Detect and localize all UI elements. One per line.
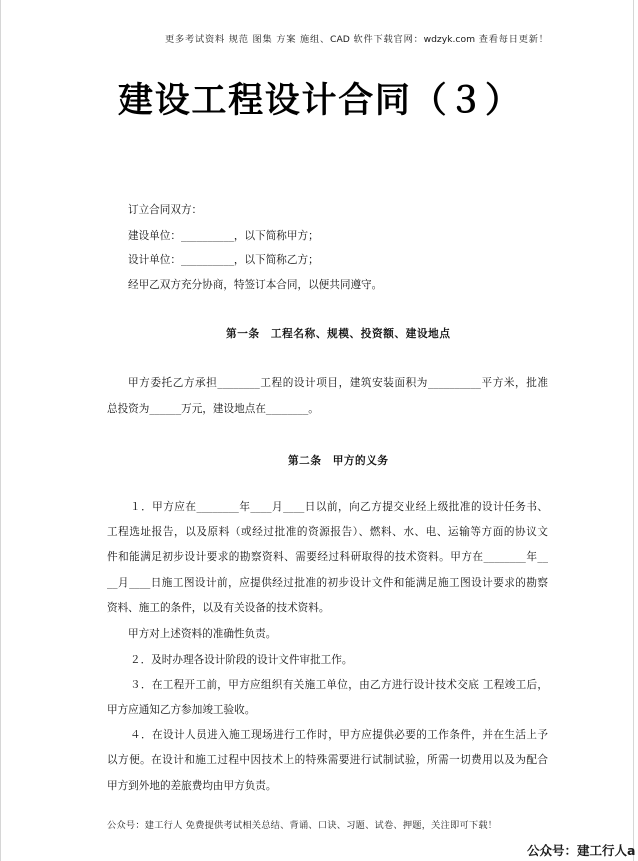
employer-line: 建设单位：__________，以下简称甲方； xyxy=(128,230,319,242)
watermark: 公众号：建工行人a xyxy=(527,843,636,858)
page-edge-right xyxy=(633,0,634,861)
article-2-line: __月____日施工图设计前，应提供经过批准的初步设计文件和能满足施工图设计要求的勘察 xyxy=(107,577,548,589)
article-2-line: 甲方到外地的差旅费均由甲方负责。 xyxy=(107,780,277,792)
article-2-line: ４．在设计人员进入施工现场进行工作时，甲方应提供必要的工作条件，并在生活上予 xyxy=(130,729,548,741)
article-2-heading: 第二条 甲方的义务 xyxy=(288,455,388,467)
article-2-line: ２．及时办理各设计阶段的设计文件审批工作。 xyxy=(130,654,353,666)
designer-line: 设计单位：__________，以下简称乙方； xyxy=(128,254,319,266)
article-2-line: ３．在工程开工前，甲方应组织有关施工单位，由乙方进行设计技术交底 工程竣工后， xyxy=(130,679,548,691)
article-2-line: 工程选址报告，以及原料（或经过批准的资源报告）、燃料、水、电、运输等方面的协议文 xyxy=(107,526,548,538)
page-edge-left xyxy=(0,0,1,861)
article-1-line: 总投资为______万元，建设地点在________。 xyxy=(107,403,319,415)
document-title: 建设工程设计合同（３） xyxy=(118,80,520,121)
article-2-line: １．甲方应在________年____月____日以前，向乙方提交业经上级批准的设计任务书、 xyxy=(130,501,548,513)
article-2-line: 甲方对上述资料的准确性负责。 xyxy=(128,628,277,640)
article-2-line: 资料、施工的条件，以及有关设备的技术资料。 xyxy=(107,602,330,614)
parties-intro: 订立合同双方： xyxy=(128,204,203,216)
article-1-line: 甲方委托乙方承担________工程的设计项目，建筑安装面积为__________平方米，批准 xyxy=(128,377,548,389)
footer-note: 公众号：建工行人 免费提供考试相关总结、背诵、口诀、习题、试卷、押题，关注即可下载！ xyxy=(107,820,497,831)
article-2-line: 以方便。在设计和施工过程中因技术上的特殊需要进行试制试验，所需一切费用以及为配合 xyxy=(107,754,548,766)
article-2-line: 甲方应通知乙方参加竣工验收。 xyxy=(107,704,256,716)
header-note: 更多考试资料 规范 图集 方案 施组、CAD 软件下载官网：wdzyk.com 查看每日更新！ xyxy=(165,34,548,45)
article-1-heading: 第一条 工程名称、规模、投资额、建设地点 xyxy=(226,328,450,340)
article-2-line: 件和能满足初步设计要求的勘察资料、需要经过科研取得的技术资料。甲方在________年__ xyxy=(107,551,548,563)
agreement-line: 经甲乙双方充分协商，特签订本合同，以便共同遵守。 xyxy=(128,279,383,291)
